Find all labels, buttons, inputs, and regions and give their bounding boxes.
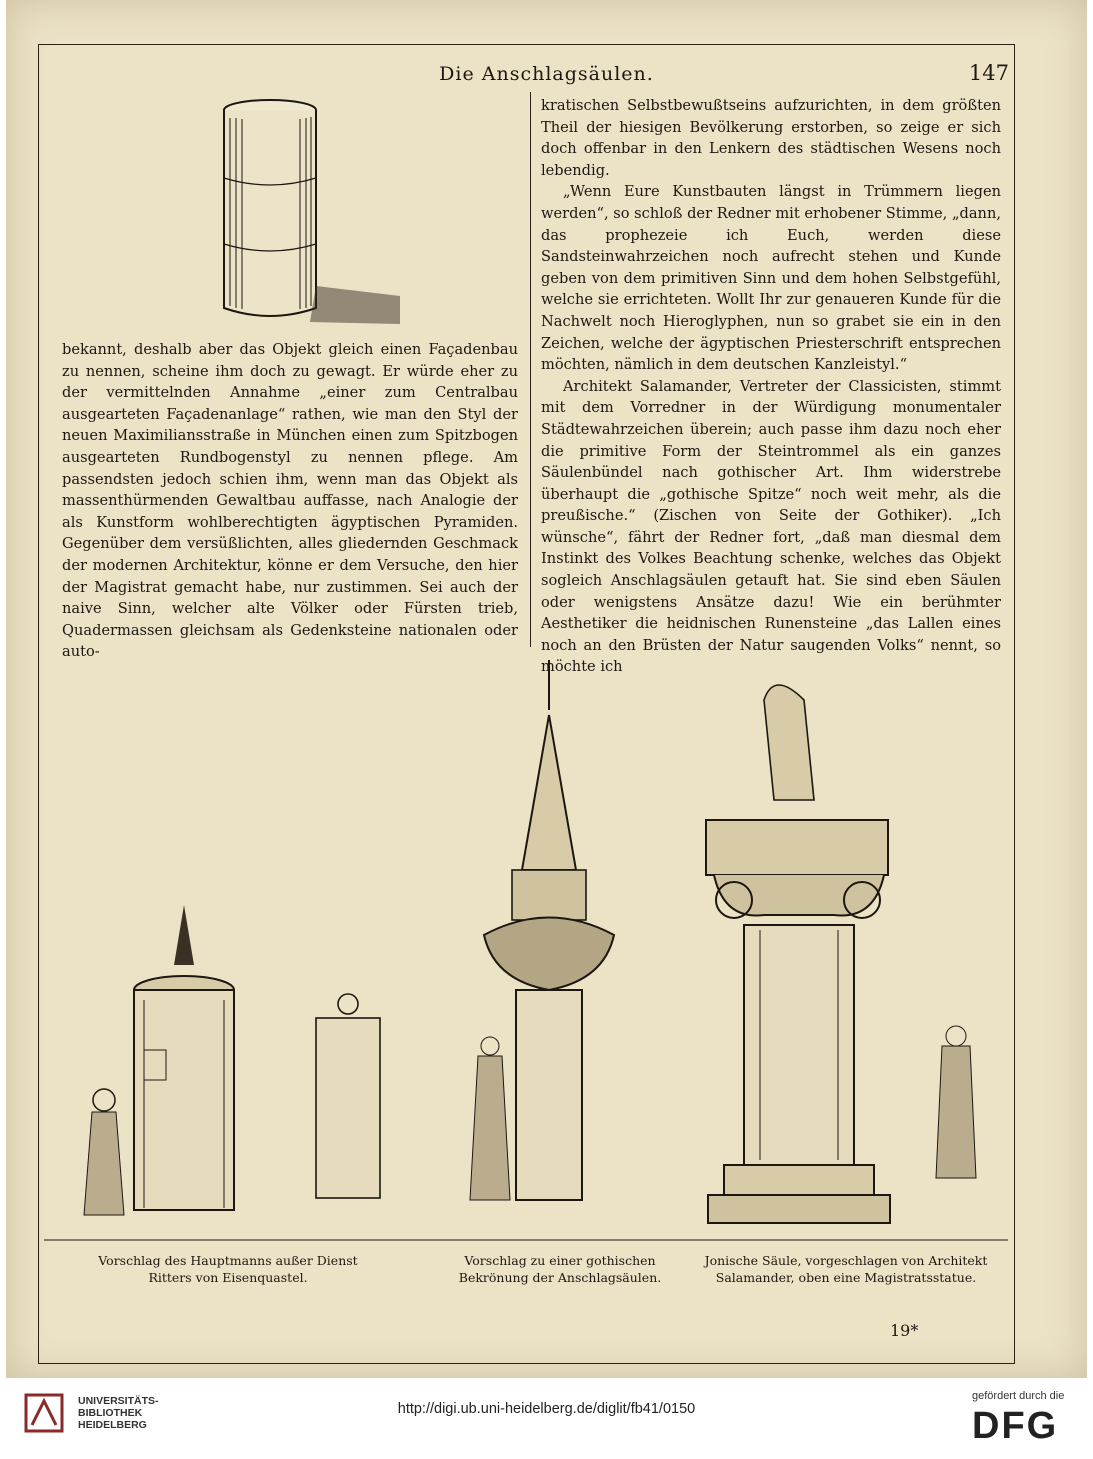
- caption-line: Bekrönung der Anschlagsäulen.: [458, 1270, 662, 1285]
- viewer-footer: [0, 1378, 1093, 1459]
- caption-line: Jonische Säule, vorgeschlagen von Architekt: [704, 1253, 988, 1268]
- caption-line: Vorschlag zu einer gothischen: [464, 1253, 656, 1268]
- caption-right: [696, 1252, 996, 1286]
- signature-mark: 19*: [890, 1321, 919, 1340]
- page-title: Die Anschlagsäulen.: [439, 63, 654, 85]
- right-paragraph: Architekt Salamander, Vertreter der Classicisten, stimmt mit dem Vorredner in der Würdigung monumentaler Städtewahrzeichen überein; auch passe ihm dazu noch eher die primitive Form der Steintrommel als ein ganzes Säulenbündel nach gothischer Art. Ihm widerstrebe überhaupt die „gothische Spitze“ noch weit mehr, als die preußische.“ (Zischen von Seite der Gothiker). „Ich wünsche“, fährt der Redner fort, „daß man diesmal dem Instinkt des Volkes Beachtung schenke, welches das Objekt sogleich Anschlagsäulen getauft hat. Sie sind eben Säulen oder wenigstens Ansätze dazu! Wie ein berühmter Aesthetiker die heidnischen Runensteine „das Lallen eines noch an den Brüsten der Natur saugenden Volks“ nennt, so möchte ich: [541, 377, 1001, 676]
- funded-by-label: gefördert durch die: [972, 1390, 1065, 1402]
- caption-line: Vorschlag des Hauptmanns außer Dienst: [98, 1253, 358, 1268]
- left-paragraph: bekannt, deshalb aber das Objekt gleich einen Façadenbau zu nennen, scheine ihm doch zu gewagt. Er würde eher zu der vermittelnden Annahme „einer zum Centralbau ausgearteten Façadenanlage“ rathen, wie man den Styl der neuen Maximiliansstraße in München einen zum Spitzbogen ausgearteten Rundbogenstyl zu nennen pflege. Am passendsten jedoch schien ihm, wenn man das Objekt als massenthürmenden Gewaltbau auffasse, nach Analogie der als Kunstform wohlberechtigten ägyptischen Pyramiden. Gegenüber dem versüßlichten, alles gliedernden Geschmack der modernen Architektur, könne er dem Versuche, den hier der Magistrat gemacht habe, nur zustimmen. Sei auch der naive Sinn, welcher alte Völker oder Fürsten trieb, Quadermassen gleichsam als Gedenksteine nationalen oder auto-: [62, 341, 518, 661]
- right-paragraph: kratischen Selbstbewußtseins aufzurichten, in dem größten Theil der hiesigen Bevölkerung erstorben, so zeige er sich doch offenbar in den Lenkern des städtischen Wesens noch lebendig.: [541, 97, 1001, 179]
- ionic-column-with-statue: [706, 685, 976, 1223]
- permalink[interactable]: http://digi.ub.uni-heidelberg.de/diglit/fb41/0150: [397, 1401, 696, 1417]
- caption-middle: [430, 1252, 690, 1286]
- caption-line: Ritters von Eisenquastel.: [148, 1270, 308, 1285]
- column-divider: [530, 92, 531, 647]
- caption-left: [98, 1252, 358, 1286]
- gothic-spire-column: [470, 660, 614, 1200]
- column-proposals-illustration: [44, 660, 1008, 1250]
- cone-topped-column: [84, 905, 234, 1215]
- left-text-column: [62, 339, 518, 663]
- institution-line: BIBLIOTHEK: [78, 1407, 143, 1419]
- ball-topped-column: [316, 994, 380, 1198]
- right-text-column: [541, 95, 1001, 678]
- right-paragraph: „Wenn Eure Kunstbauten längst in Trümmern liegen werden“, so schloß der Redner mit erhobener Stimme, „dann, das prophezeie ich Euch, werden diese Sandsteinwahrzeichen noch aufrecht stehen und Kunde geben von dem primitiven Sinn und dem hohen Selbstgefühl, welche sie errichteten. Wollt Ihr zur genaueren Kunde für die Nachwelt noch Hieroglyphen, nun so grabet sie ein in den Zeichen, welche der ägyptischen Priesterschrift entsprechen möchten, nämlich in dem deutschen Kanzleistyl.“: [541, 183, 1001, 374]
- institution-line: UNIVERSITÄTS-: [78, 1395, 159, 1407]
- plain-column-illustration: [200, 96, 410, 326]
- institution-line: HEIDELBERG: [78, 1419, 147, 1431]
- page-number: 147: [968, 61, 1009, 85]
- caption-line: Salamander, oben eine Magistratsstatue.: [715, 1270, 977, 1285]
- funder-logo: DFG: [972, 1405, 1059, 1447]
